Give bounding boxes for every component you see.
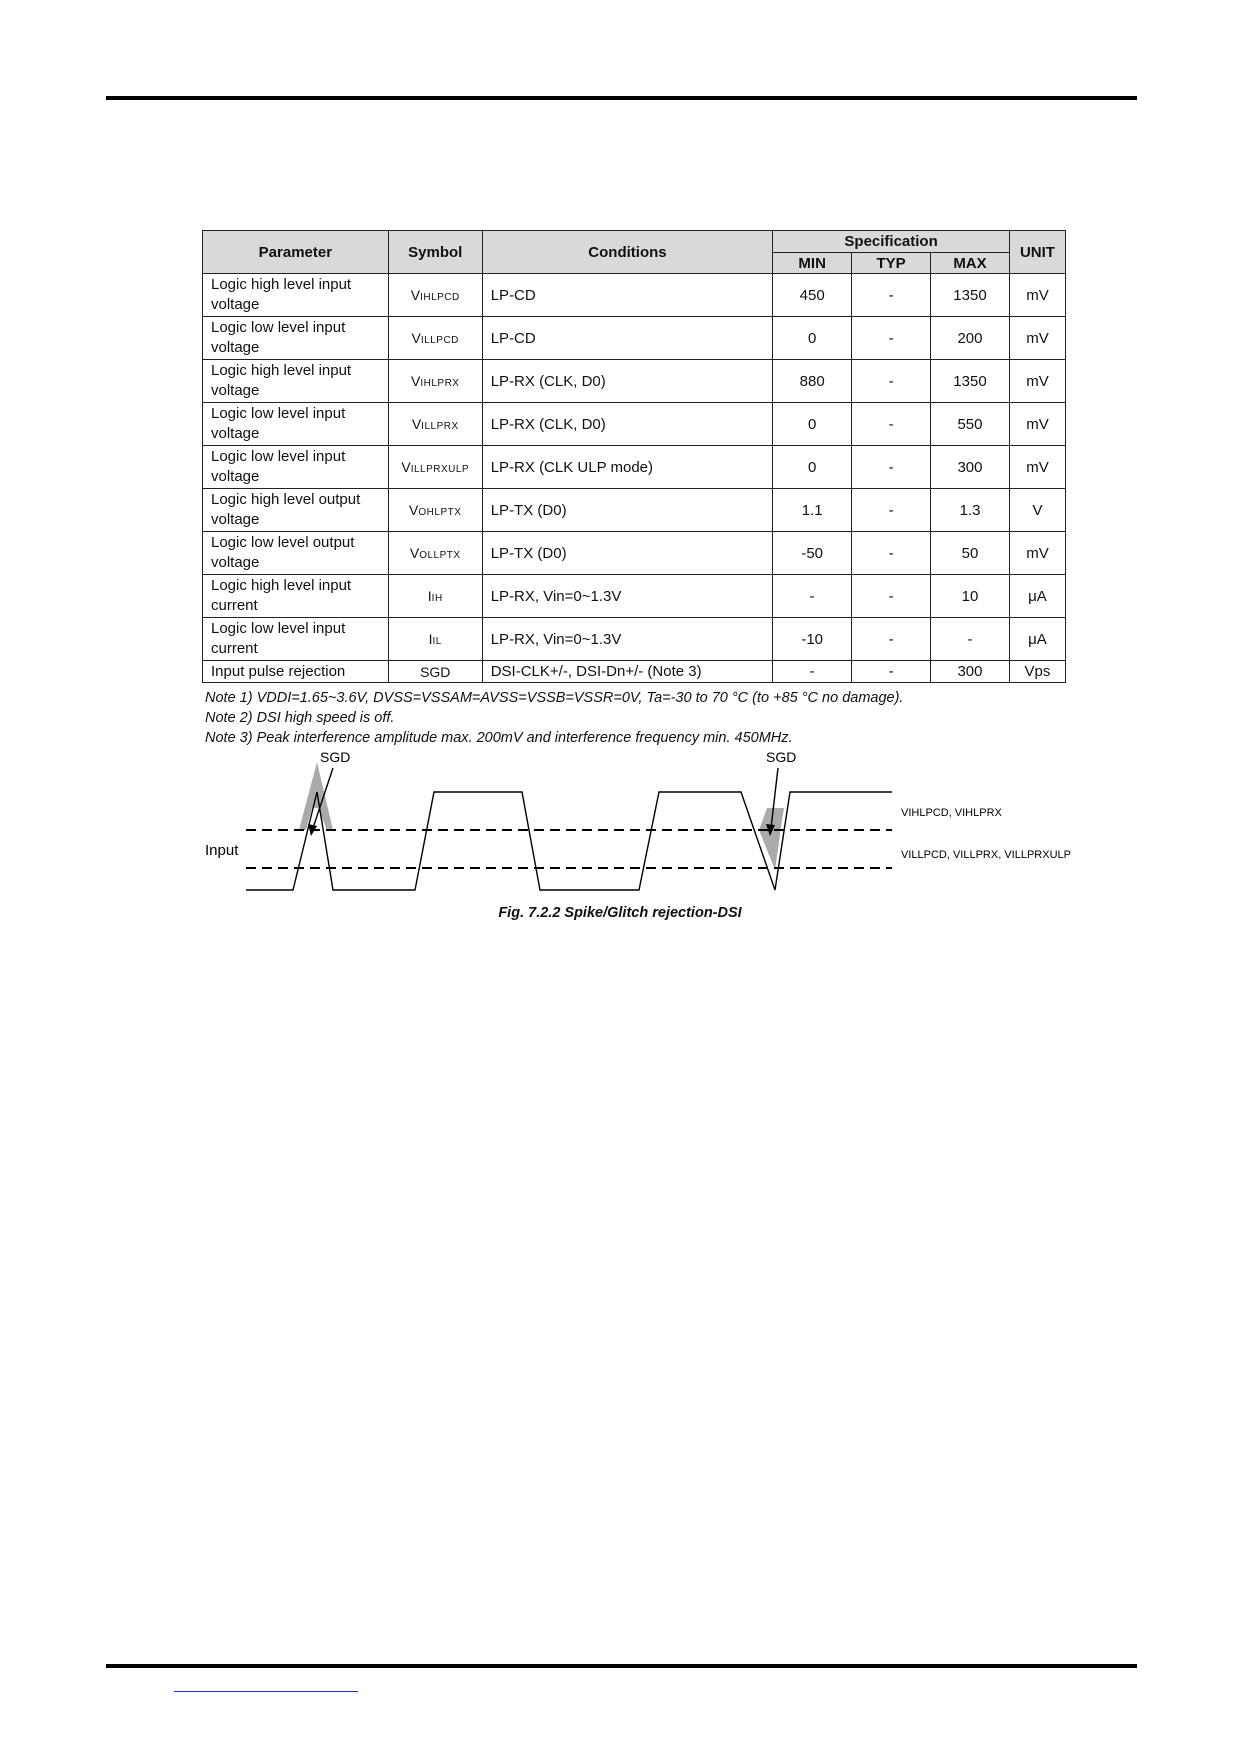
header-rule	[106, 96, 1137, 100]
cell-parameter: Logic low level input current	[203, 618, 389, 661]
cell-typ: -	[852, 532, 931, 575]
cell-unit: mV	[1009, 403, 1065, 446]
note-2: Note 2) DSI high speed is off.	[205, 710, 395, 726]
cell-conditions: LP-RX (CLK ULP mode)	[482, 446, 773, 489]
header-max: MAX	[931, 253, 1010, 274]
table-row	[203, 317, 1066, 360]
symbol-main: V	[409, 545, 420, 561]
dc-characteristics-table	[202, 230, 1066, 683]
symbol-subscript: ILLPCD	[420, 335, 459, 346]
cell-max: 550	[931, 403, 1010, 446]
cell-unit: μA	[1009, 618, 1065, 661]
cell-parameter: Logic low level input voltage	[203, 403, 389, 446]
cell-conditions: LP-RX (CLK, D0)	[482, 403, 773, 446]
cell-max: 50	[931, 532, 1010, 575]
cell-symbol	[388, 618, 482, 661]
cell-conditions: LP-CD	[482, 317, 773, 360]
cell-typ: -	[852, 575, 931, 618]
cell-min: -	[773, 575, 852, 618]
cell-min: 0	[773, 317, 852, 360]
symbol-main: V	[410, 287, 421, 303]
cell-conditions: LP-RX (CLK, D0)	[482, 360, 773, 403]
table-row	[203, 403, 1066, 446]
table-row	[203, 575, 1066, 618]
symbol-subscript: IHLPCD	[420, 292, 460, 303]
cell-min: 0	[773, 446, 852, 489]
symbol-subscript: IHLPRX	[420, 378, 460, 389]
cell-unit: mV	[1009, 446, 1065, 489]
cell-parameter: Logic low level input voltage	[203, 317, 389, 360]
spike-glitch-diagram	[200, 750, 1080, 900]
sgd-label-2: SGD	[766, 750, 797, 765]
cell-conditions: LP-RX, Vin=0~1.3V	[482, 618, 773, 661]
footer-link[interactable]	[174, 1691, 358, 1692]
header-specification: Specification	[773, 231, 1010, 253]
cell-symbol	[388, 360, 482, 403]
cell-max: -	[931, 618, 1010, 661]
cell-max: 1350	[931, 274, 1010, 317]
cell-min: -	[773, 661, 852, 683]
symbol-subscript: IL	[432, 636, 442, 647]
header-symbol: Symbol	[388, 231, 482, 274]
cell-typ: -	[852, 403, 931, 446]
header-conditions: Conditions	[482, 231, 773, 274]
header-parameter: Parameter	[203, 231, 389, 274]
cell-parameter: Logic high level output voltage	[203, 489, 389, 532]
cell-typ: -	[852, 360, 931, 403]
input-waveform	[246, 792, 892, 890]
sgd-label-1: SGD	[320, 750, 351, 765]
cell-unit: mV	[1009, 360, 1065, 403]
cell-min: 880	[773, 360, 852, 403]
cell-parameter: Logic high level input current	[203, 575, 389, 618]
cell-typ: -	[852, 661, 931, 683]
cell-min: -10	[773, 618, 852, 661]
cell-min: -50	[773, 532, 852, 575]
table-notes	[205, 688, 903, 748]
cell-max: 200	[931, 317, 1010, 360]
header-min: MIN	[773, 253, 852, 274]
symbol-main: V	[411, 373, 421, 389]
cell-min: 0	[773, 403, 852, 446]
cell-max: 10	[931, 575, 1010, 618]
cell-parameter: Logic low level input voltage	[203, 446, 389, 489]
symbol-main: V	[411, 330, 421, 346]
cell-unit: Vps	[1009, 661, 1065, 683]
glitch-shade-falling	[759, 808, 784, 870]
symbol-main: SGD	[420, 663, 451, 680]
cell-unit: V	[1009, 489, 1065, 532]
header-unit: UNIT	[1009, 231, 1065, 274]
cell-unit: mV	[1009, 532, 1065, 575]
input-label: Input	[205, 842, 239, 859]
cell-conditions: LP-TX (D0)	[482, 489, 773, 532]
figure-caption: Fig. 7.2.2 Spike/Glitch rejection-DSI	[498, 905, 742, 921]
cell-max: 300	[931, 661, 1010, 683]
cell-unit: μA	[1009, 575, 1065, 618]
symbol-main: V	[409, 502, 419, 518]
cell-typ: -	[852, 489, 931, 532]
cell-parameter: Logic high level input voltage	[203, 360, 389, 403]
table-row	[203, 446, 1066, 489]
table-row	[203, 489, 1066, 532]
cell-min: 1.1	[773, 489, 852, 532]
cell-max: 1.3	[931, 489, 1010, 532]
note-3: Note 3) Peak interference amplitude max. 200mV and interference frequency min. 450MHz.	[205, 730, 793, 746]
symbol-subscript: IH	[431, 593, 443, 604]
symbol-main: I	[428, 631, 433, 647]
table-row	[203, 274, 1066, 317]
cell-unit: mV	[1009, 274, 1065, 317]
high-threshold-label: VIHLPCD, VIHLPRX	[901, 807, 1002, 819]
note-1: Note 1) VDDI=1.65~3.6V, DVSS=VSSAM=AVSS=VSSB=VSSR=0V, Ta=-30 to 70 °C (to +85 °C no damage).	[205, 690, 904, 706]
cell-max: 300	[931, 446, 1010, 489]
cell-typ: -	[852, 446, 931, 489]
table-row	[203, 661, 1066, 683]
cell-conditions: DSI-CLK+/-, DSI-Dn+/- (Note 3)	[482, 661, 773, 683]
cell-conditions: LP-CD	[482, 274, 773, 317]
cell-symbol	[388, 446, 482, 489]
cell-conditions: LP-RX, Vin=0~1.3V	[482, 575, 773, 618]
header-typ: TYP	[852, 253, 931, 274]
cell-symbol	[388, 317, 482, 360]
cell-symbol	[388, 532, 482, 575]
symbol-subscript: OLLPTX	[419, 550, 461, 561]
symbol-main: V	[411, 416, 422, 432]
cell-typ: -	[852, 274, 931, 317]
cell-parameter: Logic low level output voltage	[203, 532, 389, 575]
cell-symbol	[388, 274, 482, 317]
table-row	[203, 532, 1066, 575]
cell-parameter: Input pulse rejection	[203, 661, 389, 683]
cell-min: 450	[773, 274, 852, 317]
cell-unit: mV	[1009, 317, 1065, 360]
cell-symbol	[388, 489, 482, 532]
low-threshold-label: VILLPCD, VILLPRX, VILLPRXULP	[901, 849, 1071, 861]
symbol-subscript: OHLPTX	[418, 507, 462, 518]
cell-parameter: Logic high level input voltage	[203, 274, 389, 317]
cell-symbol	[388, 661, 482, 683]
symbol-subscript: ILLPRX	[421, 421, 459, 432]
symbol-subscript: ILLPRXULP	[410, 464, 470, 475]
cell-symbol	[388, 403, 482, 446]
table-row	[203, 618, 1066, 661]
cell-symbol	[388, 575, 482, 618]
cell-max: 1350	[931, 360, 1010, 403]
cell-conditions: LP-TX (D0)	[482, 532, 773, 575]
symbol-main: I	[427, 588, 432, 604]
cell-typ: -	[852, 317, 931, 360]
symbol-main: V	[401, 459, 411, 475]
cell-typ: -	[852, 618, 931, 661]
table-row	[203, 360, 1066, 403]
footer-rule	[106, 1664, 1137, 1668]
